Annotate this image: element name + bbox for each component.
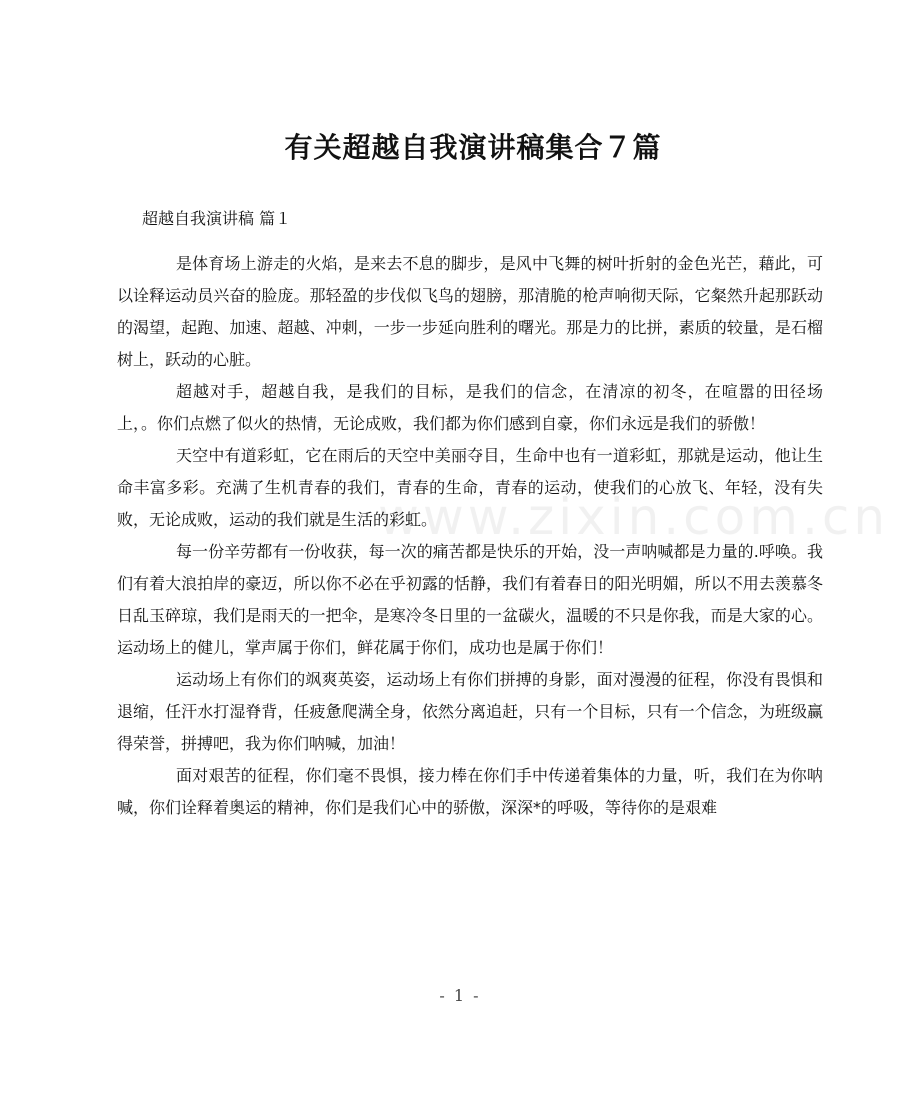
paragraph-3: 天空中有道彩虹，它在雨后的天空中美丽夺目，生命中也有一道彩虹，那就是运动，他让生命丰富多彩。充满了生机青春的我们，青春的生命，青春的运动，使我们的心放飞、年轻，没有失败，无论成败，运动的我们就是生活的彩虹。 xyxy=(117,446,823,529)
body-text xyxy=(117,248,823,824)
section-heading: 超越自我演讲稿 篇１ xyxy=(142,209,292,228)
watermark: www.zixin.com.cn xyxy=(378,488,890,546)
paragraph-2: 超越对手，超越自我，是我们的目标，是我们的信念，在清凉的初冬，在喧嚣的田径场上，。你们点燃了似火的热情，无论成败，我们都为你们感到自豪，你们永远是我们的骄傲！ xyxy=(117,382,823,433)
paragraph-6: 面对艰苦的征程，你们毫不畏惧，接力棒在你们手中传递着集体的力量，听，我们在为你呐喊，你们诠释着奥运的精神，你们是我们心中的骄傲，深深*的呼吸，等待你的是艰难 xyxy=(117,766,823,817)
page-number: - 1 - xyxy=(439,986,481,1005)
paragraph-5: 运动场上有你们的飒爽英姿，运动场上有你们拼搏的身影，面对漫漫的征程，你没有畏惧和退缩，任汗水打湿脊背，任疲惫爬满全身，依然分离追赶，只有一个目标，只有一个信念，为班级赢得荣誉，拼搏吧，我为你们呐喊，加油！ xyxy=(117,670,823,753)
document-title: 有关超越自我演讲稿集合７篇 xyxy=(284,131,662,164)
paragraph-4: 每一份辛劳都有一份收获，每一次的痛苦都是快乐的开始，没一声呐喊都是力量的.呼唤。我们有着大浪拍岸的豪迈，所以你不必在乎初露的恬静，我们有着春日的阳光明媚，所以不用去羡慕冬日乱玉碎琼，我们是雨天的一把伞，是寒冷冬日里的一盆碳火，温暖的不只是你我，而是大家的心。运动场上的健儿，掌声属于你们，鲜花属于你们，成功也是属于你们！ xyxy=(117,542,823,657)
paragraph-1: 是体育场上游走的火焰，是来去不息的脚步，是风中飞舞的树叶折射的金色光芒，藉此，可以诠释运动员兴奋的脸庞。那轻盈的步伐似飞鸟的翅膀，那清脆的枪声响彻天际，它粲然升起那跃动的渴望，起跑、加速、超越、冲刺，一步一步延向胜利的曙光。那是力的比拼，素质的较量，是石榴树上，跃动的心脏。 xyxy=(117,254,823,369)
